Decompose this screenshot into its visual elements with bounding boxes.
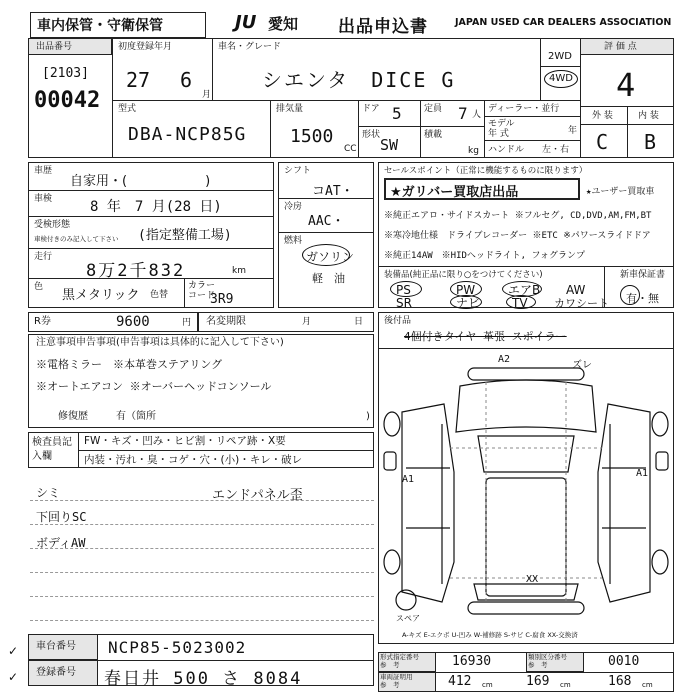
receipt-note: 車検付きのみ記入して下さい (34, 235, 119, 243)
handle-lr: 左・右 (542, 145, 570, 155)
dealer-label: ディーラー・並行 (488, 104, 560, 114)
ju-logo: JU (235, 12, 257, 33)
model-label: 車名・グレード (218, 42, 282, 52)
inspector-note-4: ボディAW (36, 536, 86, 550)
equip-tv: TV (512, 296, 528, 310)
len-label: 車両証明用 参 考 (380, 673, 413, 689)
height-unit: cm (642, 681, 653, 689)
chassis-value: NCP85-5023002 (108, 638, 247, 657)
recycle-frame (28, 312, 198, 332)
disp-label: 排気量 (276, 104, 304, 114)
first-reg-month-unit: 月 (202, 90, 212, 100)
color-code-label: カラー コード (188, 281, 216, 301)
grade-ext-label: 外 装 (592, 111, 613, 121)
equip-airbag: エアB (508, 283, 541, 297)
new-warranty-label: 新車保証書 (620, 270, 666, 280)
equip-sr: SR (396, 296, 412, 310)
mileage-unit: km (232, 266, 246, 276)
load-unit: kg (468, 146, 479, 156)
length-value: 412 (448, 674, 472, 689)
receipt-value: (指定整備工場) (138, 228, 232, 243)
name-change-month: 月 (302, 317, 312, 327)
mileage-label: 走行 (34, 252, 53, 262)
install-label: 後付品 (384, 316, 412, 326)
lot-code: [2103] (42, 66, 89, 81)
type-cert-value: 16930 (452, 654, 492, 669)
mark-a1-right: A1 (636, 468, 649, 479)
fuel-label: 燃料 (284, 236, 303, 246)
cat-value: 0010 (608, 654, 640, 669)
checker-line-1: FW・キズ・凹み・ヒビ割・リペア跡・X要 (84, 435, 286, 447)
sales-line-2: ※寒冷地仕様 ドライブレコーダー ※ETC ※パワースライドドア (384, 231, 651, 241)
recycle-unit: 円 (182, 318, 192, 328)
mark-dent: ズレ (572, 360, 592, 371)
mileage-value: 8万2千832 (86, 261, 186, 281)
cap-value: 7 (458, 104, 468, 123)
type-value: DBA-NCP85G (128, 124, 247, 145)
storage-label: 車内保管・守衛保管 (37, 18, 163, 34)
grade-int-label: 内 装 (638, 111, 659, 121)
year-unit: 年 (568, 126, 578, 136)
inspector-note-1: シミ (36, 486, 61, 500)
height-value: 168 (608, 674, 632, 689)
type-cert-label: 形式指定番号 参 考 (380, 653, 419, 669)
aircon-value: AAC・ (308, 214, 345, 229)
color-code: 3R9 (210, 292, 234, 307)
disp-unit: CC (344, 144, 357, 154)
color-label: 色 (34, 282, 44, 292)
shift-value: コAT・ (312, 184, 354, 199)
recycle-label: R券 (34, 316, 51, 327)
repair-label: 修復歴 (58, 411, 88, 422)
checker-line-2: 内装・汚れ・臭・コゲ・穴・(小)・キレ・破レ (84, 454, 303, 466)
model-year-label: モデル 年 式 (488, 119, 515, 139)
aircon-label: 冷房 (284, 202, 303, 212)
spare-label: スペア (396, 614, 420, 623)
equip-aw: AW (566, 283, 586, 297)
reg-value: 春日井 500 さ 8084 (104, 669, 303, 689)
cap-label: 定員 (424, 104, 443, 114)
first-reg-month: 6 (180, 68, 193, 92)
first-reg-label: 初度登録年月 (118, 42, 173, 52)
name-change-label: 名変期限 (206, 316, 246, 327)
cat-label: 類別区分番号 参 考 (528, 653, 567, 669)
fuel-gasoline: ガソリン (306, 250, 355, 264)
receipt-label: 受検形態 (34, 220, 71, 230)
sales-label: セールスポイント（正常に機能するものに限ります） (384, 166, 588, 176)
equip-pw: PW (456, 283, 476, 297)
first-reg-year: 27 (126, 68, 151, 92)
history-label: 車歴 (34, 166, 53, 176)
color-change-label: 色替 (150, 290, 169, 300)
reg-label: 登録番号 (36, 667, 76, 678)
car-diagram (382, 352, 670, 630)
inspector-note-3: 下回りSC (36, 510, 87, 524)
sales-line-1: ※純正エアロ・サイドスカート ※フルセグ, CD,DVD,AM,FM,BT (384, 211, 652, 221)
history-value: 自家用・( ) (70, 174, 211, 189)
equip-seat: カワシート (554, 297, 609, 310)
length-unit: cm (482, 681, 493, 689)
lot-number: 00042 (34, 88, 101, 113)
grade-label: 評 価 点 (604, 42, 637, 52)
notes-line-2: ※オートエアコン ※オーバーヘッドコンソール (36, 380, 272, 393)
storage-box (30, 12, 206, 38)
handle-label: ハンドル (488, 145, 525, 155)
org-name: 愛知 (268, 15, 299, 33)
model-value: シエンタ DICE G (262, 68, 456, 92)
mark-a1-left: A1 (402, 474, 415, 485)
sales-stamp-text: ★ガリバー買取店出品 (390, 185, 519, 200)
shape-value: SW (380, 136, 399, 154)
width-value: 169 (526, 674, 550, 689)
disp-value: 1500 (290, 126, 334, 147)
drive-4wd: 4WD (549, 73, 573, 84)
inspector-note-2: エンドパネル歪 (212, 488, 303, 503)
load-label: 積載 (424, 130, 443, 140)
grade-int: B (644, 130, 657, 154)
sales-line-3: ※純正14AW ※HIDヘッドライト, フォグランプ (384, 251, 586, 261)
inspection-label: 車検 (34, 194, 53, 204)
lot-label: 出品番号 (36, 42, 73, 52)
color-value: 黒メタリック (62, 288, 140, 303)
new-warranty-value: 有・無 (626, 292, 659, 305)
sales-note1: ★ユーザー買取車 (586, 187, 655, 197)
notes-label: 注意事項申告事項(申告事項は具体的に記入して下さい) (36, 337, 284, 348)
grade-value: 4 (616, 66, 636, 104)
door-value: 5 (392, 104, 402, 123)
door-label: ドア (362, 104, 380, 114)
mark-xx: XX (526, 574, 539, 585)
form-subtitle: JAPAN USED CAR DEALERS ASSOCIATION (455, 17, 672, 28)
mark-a2: A2 (498, 354, 511, 365)
warranty-circle (620, 285, 640, 305)
grade-ext: C (596, 130, 609, 154)
drive-2wd: 2WD (548, 51, 572, 62)
width-unit: cm (560, 681, 571, 689)
recycle-value: 9600 (116, 314, 150, 330)
shape-label: 形状 (362, 130, 381, 140)
chassis-label: 車台番号 (36, 641, 76, 652)
equipment-label: 装備品(純正品に限り○をつけてください) (384, 270, 543, 280)
checker-label: 検査員記入欄 (32, 437, 72, 462)
diagram-legend: A-キズ E-エクボ U-凹み W-補修跡 S-サビ C-腐食 XX-交換済 (402, 631, 578, 639)
install-value: 4個付きタイヤ 革張 スポイラー (404, 330, 567, 343)
type-label: 型式 (118, 104, 137, 114)
repair-value: 有（箇所 (116, 411, 156, 422)
cap-unit: 人 (472, 110, 482, 120)
inspection-value: 8 年 7 月(28 日) (90, 199, 222, 215)
shift-label: シフト (284, 166, 312, 176)
equip-ps: PS (396, 283, 411, 297)
form-title: 出品申込書 (338, 17, 428, 37)
fuel-diesel: 軽 油 (312, 272, 345, 285)
equip-navi: ナビ (456, 296, 481, 310)
notes-line-1: ※電格ミラー ※本革巻ステアリング (36, 358, 223, 371)
name-change-day: 日 (354, 317, 364, 327)
